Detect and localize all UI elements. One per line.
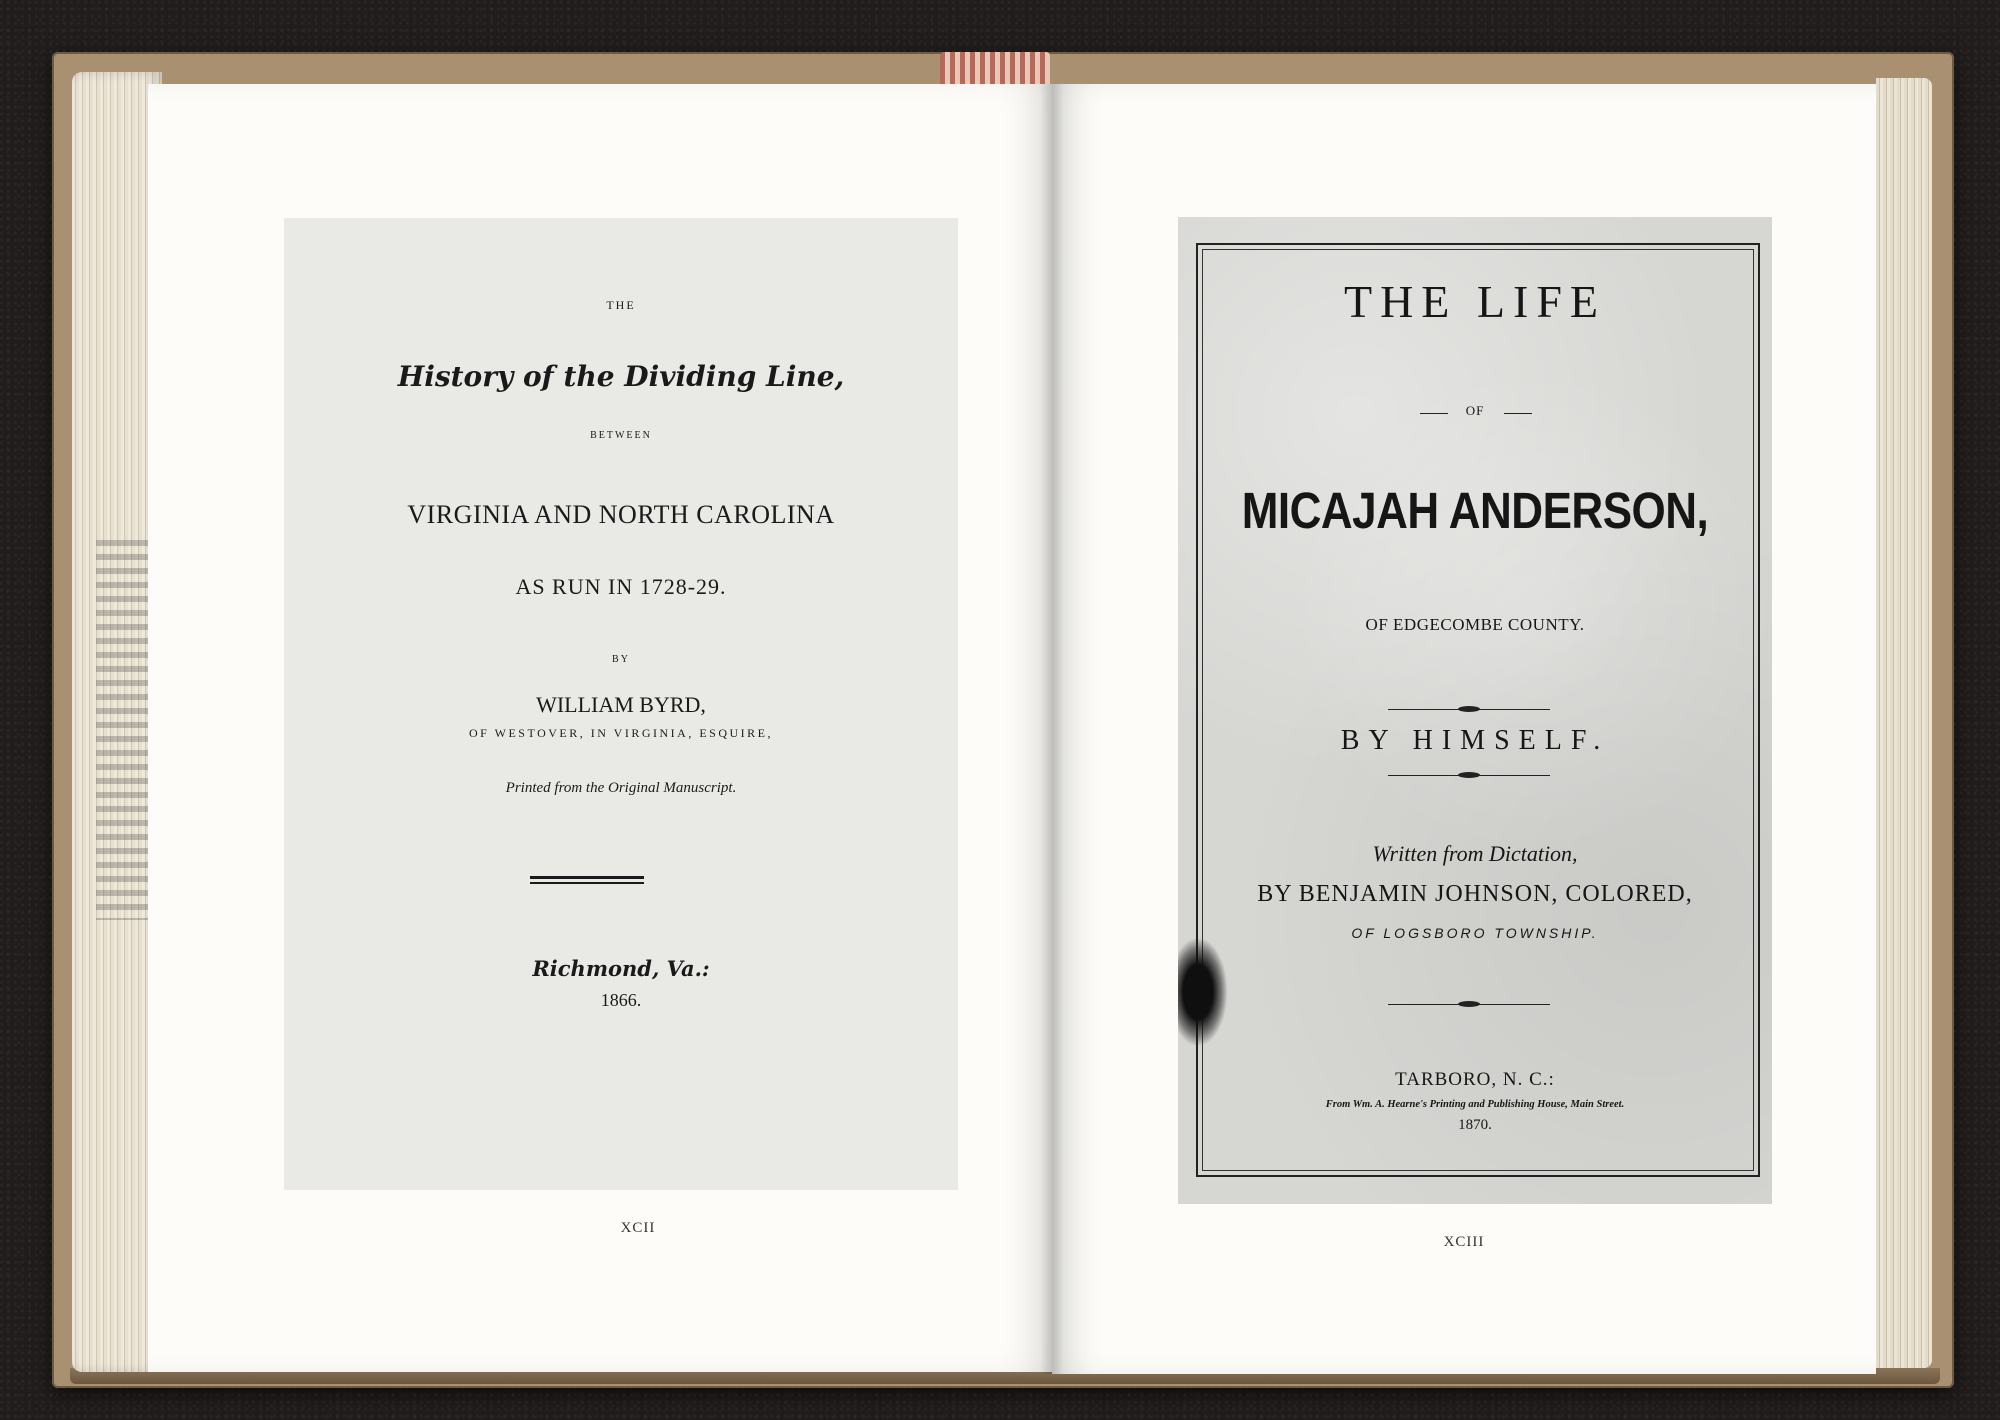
of-label: OF <box>1465 403 1485 418</box>
book-title: History of the Dividing Line, <box>397 360 845 393</box>
headband <box>940 52 1050 86</box>
ornament-dot-bottom <box>1458 772 1480 778</box>
ornament-dot-lower <box>1458 1001 1480 1007</box>
imprint-place: Richmond, Va.: <box>532 956 710 981</box>
page-number-right: XCIII <box>1443 1234 1485 1250</box>
written-line: Written from Dictation, <box>1372 841 1578 866</box>
county-line: OF EDGECOMBE COUNTY. <box>1365 615 1585 634</box>
the-life-heading: THE LIFE <box>1343 276 1606 327</box>
imprint-year-right: 1870. <box>1458 1117 1492 1133</box>
by-label: BY <box>612 654 630 665</box>
by-himself-line: BY HIMSELF. <box>1340 725 1610 756</box>
run-line: AS RUN IN 1728-29. <box>515 574 727 599</box>
page-edges-right <box>1876 78 1932 1368</box>
edge-stamp-mark <box>96 540 154 920</box>
between-label: BETWEEN <box>590 430 652 441</box>
the-label: THE <box>606 298 636 312</box>
states-line: VIRGINIA AND NORTH CAROLINA <box>407 500 835 529</box>
ink-stain <box>1178 937 1228 1047</box>
scribe-line: BY BENJAMIN JOHNSON, COLORED, <box>1257 881 1693 907</box>
author-name: WILLIAM BYRD, <box>536 692 706 717</box>
imprint-place-right: TARBORO, N. C.: <box>1395 1069 1555 1090</box>
publisher-line: From Wm. A. Hearne's Printing and Publishing House, Main Street. <box>1325 1099 1625 1110</box>
imprint-year: 1866. <box>600 990 642 1010</box>
book-gutter <box>1040 84 1064 1374</box>
double-rule-divider <box>530 876 644 884</box>
right-page <box>1052 84 1876 1374</box>
rule-right-of <box>1504 413 1532 414</box>
right-title-page-plate <box>1178 217 1772 1204</box>
township-line: OF LOGSBORO TOWNSHIP. <box>1351 925 1599 941</box>
subject-name: MICAJAH ANDERSON, <box>1241 483 1709 540</box>
author-note: OF WESTOVER, IN VIRGINIA, ESQUIRE, <box>469 726 773 740</box>
page-number-left: XCII <box>620 1220 656 1236</box>
printed-from-note: Printed from the Original Manuscript. <box>505 780 737 796</box>
ornament-dot-top <box>1458 706 1480 712</box>
left-page <box>148 84 1052 1372</box>
left-title-page-plate <box>284 218 958 1190</box>
